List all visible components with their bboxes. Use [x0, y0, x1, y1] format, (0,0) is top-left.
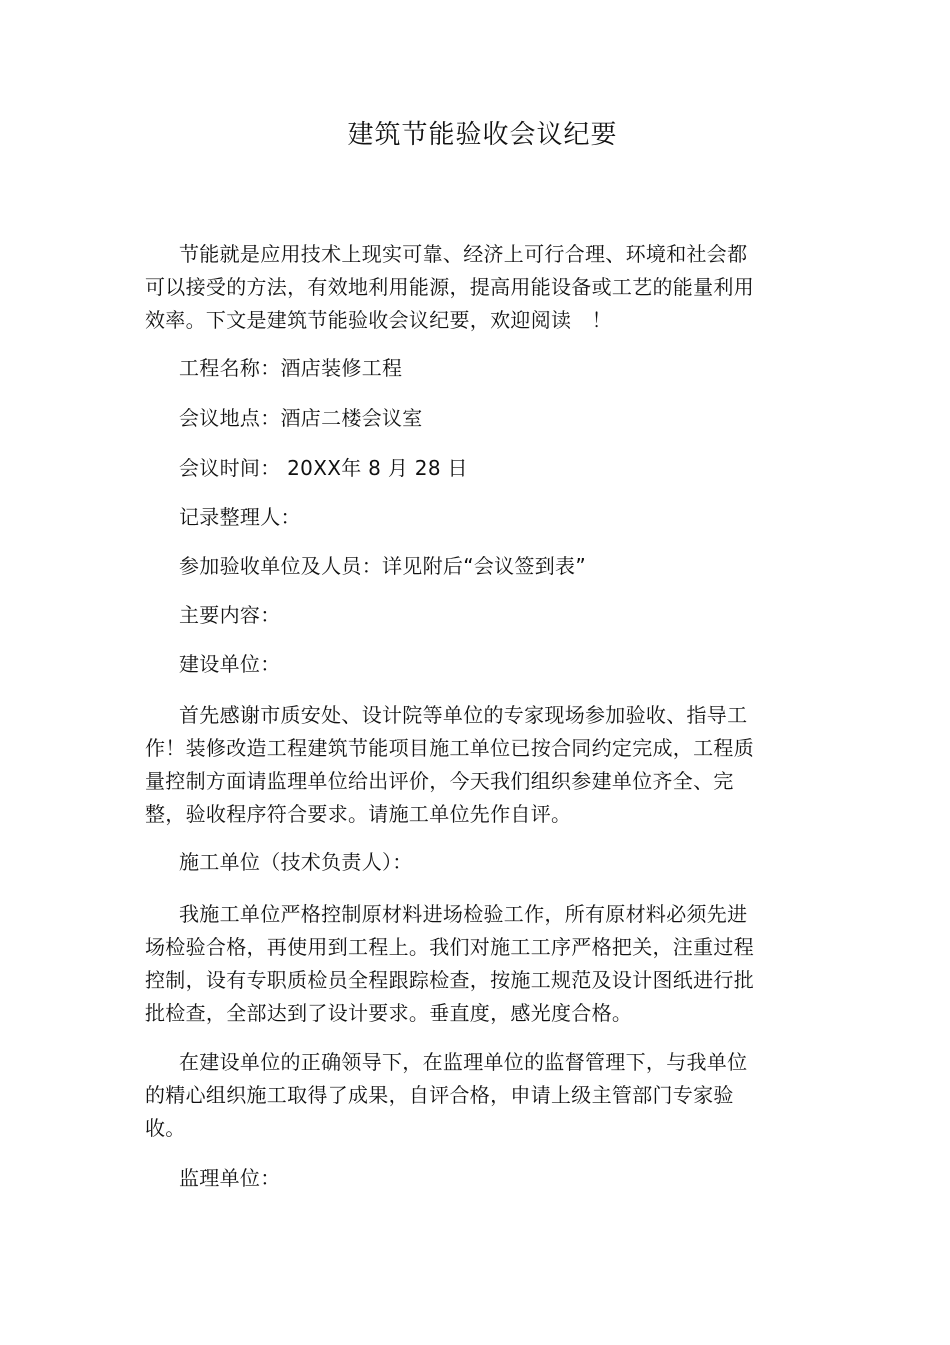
project-name-line: 工程名称：酒店装修工程: [179, 356, 403, 380]
client-heading: 建设单位：: [179, 652, 281, 676]
attendees-line: 参加验收单位及人员：详见附后“会议签到表”: [179, 554, 587, 578]
client-paragraph: 首先感谢市质安处、设计院等单位的专家现场参加验收、指导工作！装修改造工程建筑节能项目施工单位已按合同约定完成，工程质量控制方面请监理单位给出评价，今天我们组织参建单位齐全、完整，验收程序符合要求。请施工单位先作自评。: [145, 703, 754, 826]
contractor-paragraph-1: 我施工单位严格控制原材料进场检验工作，所有原材料必须先进场检验合格，再使用到工程上。我们对施工工序严格把关，注重过程控制，设有专职质检员全程跟踪检查，按施工规范及设计图纸进行批批检查，全部达到了设计要求。垂直度，感光度合格。: [145, 902, 754, 1025]
contractor-heading: 施工单位（技术负责人）：: [179, 850, 413, 874]
recorder-line: 记录整理人：: [179, 505, 301, 529]
document-title: 建筑节能验收会议纪要: [347, 120, 618, 150]
meeting-place-line: 会议地点：酒店二楼会议室: [179, 406, 423, 430]
contractor-paragraph-2: 在建设单位的正确领导下，在监理单位的监督管理下，与我单位的精心组织施工取得了成果，自评合格，申请上级主管部门专家验收。: [145, 1050, 748, 1140]
supervisor-heading: 监理单位：: [179, 1166, 281, 1190]
intro-paragraph: 节能就是应用技术上现实可靠、经济上可行合理、环境和社会都可以接受的方法，有效地利用能源，提高用能设备或工艺的能量利用效率。下文是建筑节能验收会议纪要，欢迎阅读 ！: [145, 242, 754, 332]
meeting-time-line: 会议时间： 20XX年 8 月 28 日: [179, 456, 468, 480]
main-content-heading: 主要内容：: [179, 603, 281, 627]
